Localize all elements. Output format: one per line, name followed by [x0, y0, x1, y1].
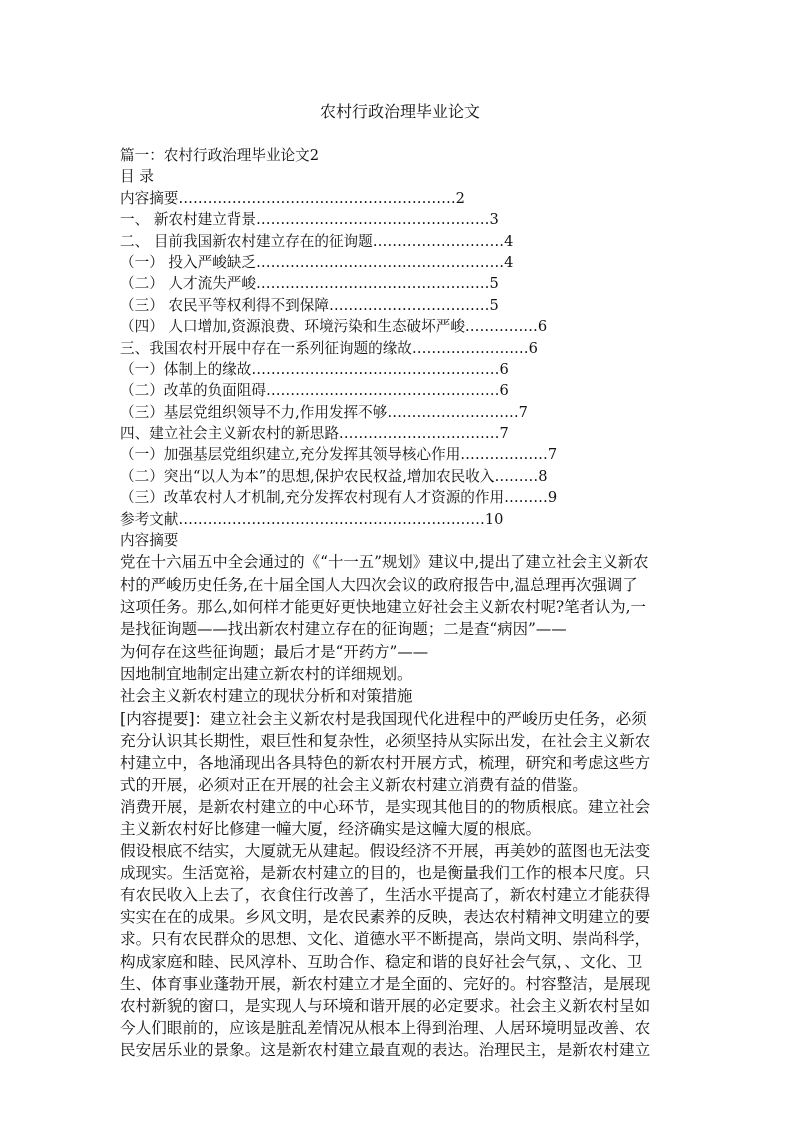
- text-line: [内容提要]：建立社会主义新农村是我国现代化进程中的严峻历史任务，必须: [120, 709, 647, 728]
- text-line: 今人们眼前的，应该是脏乱差情况从根本上得到治理、人居环境明显改善、农: [120, 1018, 651, 1037]
- toc-entry: 四、建立社会主义新农村的新思路……………………………7: [120, 425, 509, 443]
- document-body: [120, 145, 680, 1061]
- toc-entry: （二）突出“以人为本”的思想,保护农民权益,增加农民收入………8: [120, 467, 548, 485]
- text-line: 因地制宜地制定出建立新农村的详细规划。: [120, 664, 413, 683]
- section-heading: 内容摘要: [120, 532, 179, 550]
- toc-entry: （一） 投入严峻缺乏……………………………………………4: [120, 253, 514, 271]
- text-line: 村建立中，各地涌现出各具特色的新农村开展方式，梳理，研究和考虑这些方: [120, 753, 651, 772]
- toc-entry: （二） 人才流失严峻…………………………………………5: [120, 275, 499, 293]
- text-line: 构成家庭和睦、民风淳朴、互助合作、稳定和谐的良好社会气氛，、文化、卫: [120, 952, 643, 971]
- toc-entry: 一、 新农村建立背景…………………………………………3: [120, 211, 499, 229]
- toc-entry: 参考文献………………………………………………………10: [120, 510, 504, 528]
- toc-section: [120, 145, 680, 551]
- toc-entry: （二）改革的负面阻碍…………………………………………6: [120, 382, 509, 400]
- body-paragraph: [120, 708, 680, 1062]
- text-line: 求。只有农民群众的思想、文化、道德水平不断提高，崇尚文明、崇尚科学，: [120, 930, 651, 949]
- text-line: 党在十六届五中全会通过的《“十一五”规划》建议中,提出了建立社会主义新农: [120, 553, 649, 572]
- text-line: 是找征询题——找出新农村建立存在的征询题；二是查“病因”——: [120, 620, 567, 639]
- toc-entry: （一）加强基层党组织建立,充分发挥其领导核心作用………………7: [120, 446, 558, 464]
- text-line: 成现实。生活宽裕，是新农村建立的目的，也是衡量我们工作的根本尺度。只: [120, 864, 651, 883]
- toc-entry: （四） 人口增加,资源浪费、环境污染和生态破坏严峻……………6: [120, 318, 548, 336]
- text-line: 为何存在这些征询题；最后才是“开药方”——: [120, 642, 429, 661]
- toc-entry: （三） 农民平等权利得不到保障……………………………5: [120, 296, 499, 314]
- text-line: 消费开展，是新农村建立的中心环节，是实现其他目的的物质根底。建立社会: [120, 797, 651, 816]
- toc-entry: （三）改革农村人才机制,充分发挥农村现有人才资源的作用………9: [120, 489, 558, 507]
- text-line: 生、体育事业蓬勃开展，新农村建立才是全面的、完好的。村容整洁，是展现: [120, 974, 651, 993]
- toc-entry: （三）基层党组织领导不力,作用发挥不够………………………7: [120, 403, 528, 421]
- section-heading: 社会主义新农村建立的现状分析和对策措施: [120, 687, 413, 706]
- text-line: 充分认识其长期性，艰巨性和复杂性，必须坚持从实际出发，在社会主义新农: [120, 731, 651, 750]
- toc-entry: 二、 目前我国新农村建立存在的征询题………………………4: [120, 232, 514, 250]
- text-line: 村的严峻历史任务,在十届全国人大四次会议的政府报告中,温总理再次强调了: [120, 575, 638, 594]
- abstract-paragraph: [120, 551, 680, 707]
- toc-entry: （一）体制上的缘故……………………………………………6: [120, 360, 509, 378]
- text-line: 假设根底不结实，大厦就无从建起。假设经济不开展，再美妙的蓝图也无法变: [120, 842, 651, 861]
- text-line: 实实在在的成果。乡风文明，是农民素养的反映，表达农村精神文明建立的要: [120, 908, 651, 927]
- text-line: 主义新农村好比修建一幢大厦，经济确实是这幢大厦的根底。: [120, 819, 542, 838]
- text-line: 有农民收入上去了，衣食住行改善了，生活水平提高了，新农村建立才能获得: [120, 886, 651, 905]
- text-line: 式的开展，必须对正在开展的社会主义新农村建立消费有益的借鉴。: [120, 775, 588, 794]
- document-title: 农村行政治理毕业论文: [319, 102, 480, 121]
- text-line: 目 录: [120, 168, 154, 186]
- text-line: 篇一：农村行政治理毕业论文2: [120, 147, 320, 164]
- text-line: 民安居乐业的景象。这是新农村建立最直观的表达。治理民主，是新农村建立: [120, 1040, 651, 1059]
- toc-entry: 三、我国农村开展中存在一系列征询题的缘故……………………6: [120, 339, 538, 357]
- text-line: 农村新貌的窗口，是实现人与环境和谐开展的必定要求。社会主义新农村呈如: [120, 996, 651, 1015]
- toc-entry: 内容摘要…………………………………………………2: [120, 189, 465, 207]
- text-line: 这项任务。那么,如何样才能更好更快地建立好社会主义新农村呢?笔者认为,一: [120, 598, 646, 617]
